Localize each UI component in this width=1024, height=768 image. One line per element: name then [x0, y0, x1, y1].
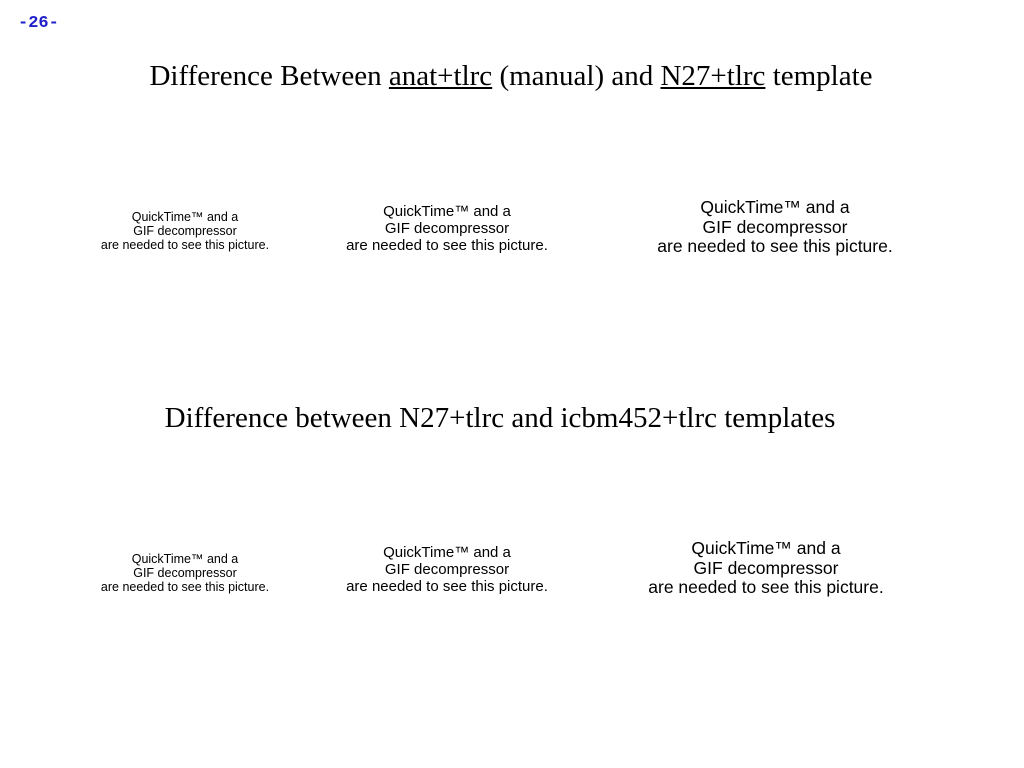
placeholder-line: GIF decompressor — [384, 219, 510, 237]
heading-text: Difference Between — [149, 60, 389, 92]
placeholder-line: GIF decompressor — [133, 224, 237, 238]
placeholder-line: GIF decompressor — [384, 560, 510, 578]
placeholder-line: GIF decompressor — [133, 566, 237, 580]
quicktime-placeholder-4 — [55, 552, 315, 594]
anat-tlrc-link[interactable]: anat+tlrc — [388, 60, 493, 92]
n27-tlrc-link[interactable]: N27+tlrc — [660, 60, 766, 92]
placeholder-line: QuickTime™ and a — [131, 210, 239, 224]
quicktime-placeholder-1 — [55, 210, 315, 252]
placeholder-line: QuickTime™ and a — [383, 203, 511, 220]
placeholder-line: are needed to see this picture. — [100, 238, 270, 252]
page-number: -26- — [18, 14, 59, 33]
placeholder-line: QuickTime™ and a — [691, 538, 841, 558]
heading-n27-vs-icbm452: Difference between N27+tlrc and icbm452+tlrc templates — [164, 402, 836, 434]
heading-anat-vs-n27 — [0, 60, 1023, 93]
quicktime-placeholder-6 — [606, 539, 926, 598]
quicktime-placeholder-2 — [307, 204, 587, 254]
heading-text: (manual) and — [492, 60, 661, 92]
placeholder-line: QuickTime™ and a — [383, 544, 511, 561]
placeholder-line: are needed to see this picture. — [346, 236, 548, 254]
heading-text: template — [765, 60, 873, 92]
placeholder-line: GIF decompressor — [693, 557, 839, 578]
quicktime-placeholder-5 — [307, 545, 587, 595]
placeholder-line: are needed to see this picture. — [346, 577, 548, 595]
placeholder-line: QuickTime™ and a — [131, 552, 239, 566]
quicktime-placeholder-3 — [615, 198, 935, 257]
placeholder-line: are needed to see this picture. — [657, 236, 893, 257]
placeholder-line: are needed to see this picture. — [100, 580, 270, 594]
placeholder-line: are needed to see this picture. — [648, 577, 884, 598]
placeholder-line: QuickTime™ and a — [700, 197, 850, 217]
placeholder-line: GIF decompressor — [702, 216, 848, 237]
